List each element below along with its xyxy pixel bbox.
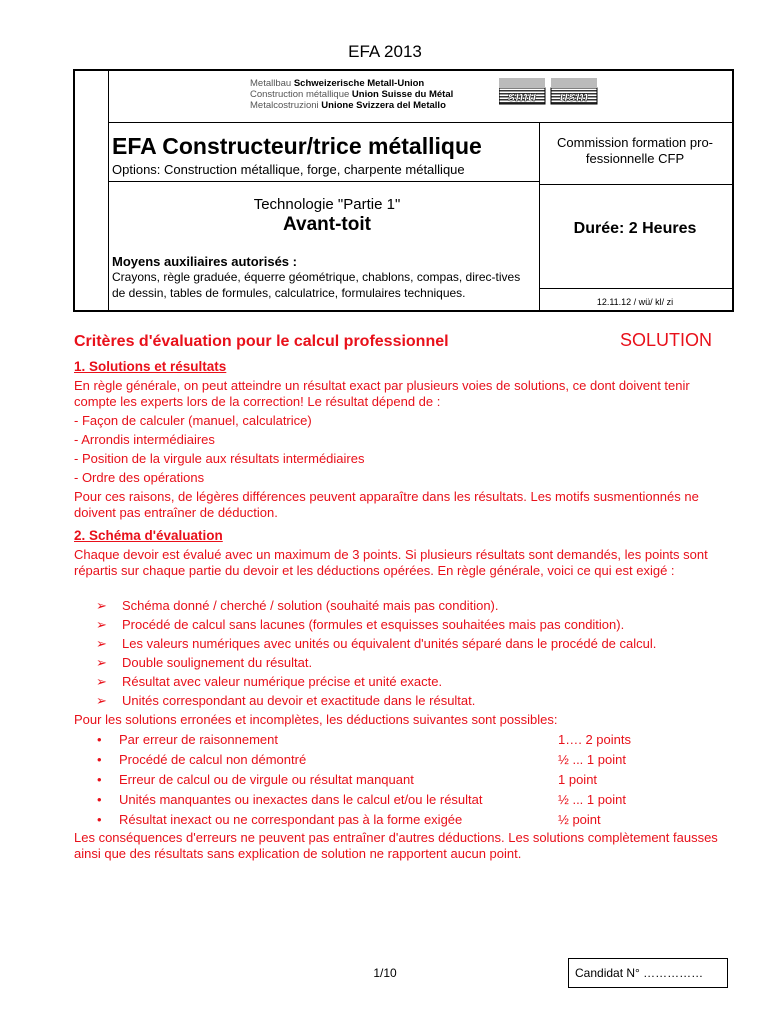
- bullet-icon: •: [97, 772, 102, 787]
- section-1-title: 1. Solutions et résultats: [74, 359, 227, 374]
- deduction-text: Erreur de calcul ou de virgule ou résultat manquant: [119, 772, 414, 787]
- candidate-number-box: Candidat N° ……………: [568, 958, 728, 988]
- deduction-points: 1 point: [558, 772, 598, 787]
- deduction-points: 1…. 2 points: [558, 732, 631, 747]
- requirement-text: Double soulignement du résultat.: [122, 655, 313, 670]
- exam-options: Options: Construction métallique, forge, charpente métallique: [112, 162, 465, 177]
- union-names: [250, 78, 453, 111]
- deduction-text: Par erreur de raisonnement: [119, 732, 278, 747]
- allowed-aids-heading: Moyens auxiliaires autorisés :: [112, 254, 297, 269]
- bullet-icon: •: [97, 732, 102, 747]
- arrow-bullet-icon: ➢: [96, 598, 107, 613]
- frame-divider: [109, 181, 539, 182]
- duration-label: Durée: 2 Heures: [573, 220, 697, 237]
- commission-line: Commission formation pro- fessionnelle CFP: [556, 135, 714, 166]
- requirement-text: Procédé de calcul sans lacunes (formules et esquisses souhaitées mais pas condition).: [122, 617, 625, 632]
- smu-usm-logo: [499, 78, 599, 113]
- bullet-icon: •: [97, 812, 102, 827]
- section-1-intro: En règle générale, on peut atteindre un résultat exact par plusieurs voies de solutions, ce dont doivent tenir compte les experts lors de la correction! Le résultat dépend de :: [74, 378, 690, 409]
- solution-label: SOLUTION: [620, 330, 713, 350]
- deduction-points: ½ point: [558, 812, 601, 827]
- deduction-item: [0, 752, 770, 770]
- deduction-points: ½ ... 1 point: [558, 792, 626, 807]
- svg-text:usm: usm: [559, 88, 589, 104]
- deduction-text: Unités manquantes ou inexactes dans le calcul et/ou le résultat: [119, 792, 483, 807]
- allowed-aids-text: Crayons, règle graduée, équerre géométrique, chablons, compas, direc-tives de dessin, tables de formules, calculatrice, formulaires techniques.: [112, 270, 521, 300]
- section-1-item: - Façon de calculer (manuel, calculatrice): [74, 413, 312, 428]
- deduction-item: [0, 812, 770, 830]
- arrow-bullet-icon: ➢: [96, 636, 107, 651]
- bullet-icon: •: [97, 752, 102, 767]
- criteria-heading: Critères d'évaluation pour le calcul professionnel: [74, 333, 449, 350]
- frame-divider: [539, 288, 732, 289]
- svg-text:smu: smu: [507, 88, 537, 104]
- union-line-de: Metallbau Schweizerische Metall-Union: [250, 78, 425, 89]
- section-1-outro: Pour ces raisons, de légères différences peuvent apparaître dans les résultats. Les motifs susmentionnés ne doivent pas entraîner de déduction.: [74, 489, 699, 520]
- arrow-bullet-icon: ➢: [96, 617, 107, 632]
- arrow-bullet-icon: ➢: [96, 674, 107, 689]
- section-1-item: - Position de la virgule aux résultats intermédiaires: [74, 451, 365, 466]
- subject-title: Avant-toit: [283, 214, 371, 235]
- deduction-item: [0, 792, 770, 810]
- arrow-bullet-icon: ➢: [96, 693, 107, 708]
- requirement-text: Les valeurs numériques avec unités ou équivalent d'unités séparé dans le procédé de calcul.: [122, 636, 657, 651]
- requirement-text: Schéma donné / cherché / solution (souhaité mais pas condition).: [122, 598, 499, 613]
- deduction-item: [0, 732, 770, 750]
- union-line-fr: Construction métallique Union Suisse du Métal: [250, 89, 454, 100]
- frame-divider: [109, 122, 732, 123]
- technologie-label: Technologie "Partie 1": [253, 196, 401, 213]
- frame-divider: [539, 184, 732, 185]
- deductions-intro: Pour les solutions erronées et incomplètes, les déductions suivantes sont possibles:: [74, 712, 558, 727]
- deduction-item: [0, 772, 770, 790]
- section-1-item: - Arrondis intermédiaires: [74, 432, 215, 447]
- section-2-outro: Les conséquences d'erreurs ne peuvent pas entraîner d'autres déductions. Les solutions complètement fausses ainsi que des résultats sans explication de solution ne rapportent aucun point.: [74, 830, 718, 861]
- deduction-points: ½ ... 1 point: [558, 752, 626, 767]
- arrow-bullet-icon: ➢: [96, 655, 107, 670]
- commission-label: [540, 135, 730, 167]
- section-1-item: - Ordre des opérations: [74, 470, 205, 485]
- page-number: 1/10: [373, 966, 397, 980]
- requirement-text: Résultat avec valeur numérique précise et unité exacte.: [122, 674, 443, 689]
- bullet-icon: •: [97, 792, 102, 807]
- section-2-intro: Chaque devoir est évalué avec un maximum de 3 points. Si plusieurs résultats sont demandés, les points sont répartis sur chaque partie du devoir et les déductions opérées. En règle générale, voici ce qui est exigé :: [74, 547, 708, 578]
- union-line-it: Metalcostruzioni Unione Svizzera del Metallo: [250, 100, 446, 111]
- section-2-title: 2. Schéma d'évaluation: [74, 528, 223, 543]
- requirement-text: Unités correspondant au devoir et exactitude dans le résultat.: [122, 693, 476, 708]
- frame-left-column: [75, 71, 109, 310]
- deduction-text: Procédé de calcul non démontré: [119, 752, 307, 767]
- document-date: 12.11.12 / wü/ kl/ zi: [596, 297, 674, 307]
- deduction-text: Résultat inexact ou ne correspondant pas à la forme exigée: [119, 812, 463, 827]
- document-header-title: EFA 2013: [348, 42, 422, 61]
- exam-title: EFA Constructeur/trice métallique: [112, 133, 482, 159]
